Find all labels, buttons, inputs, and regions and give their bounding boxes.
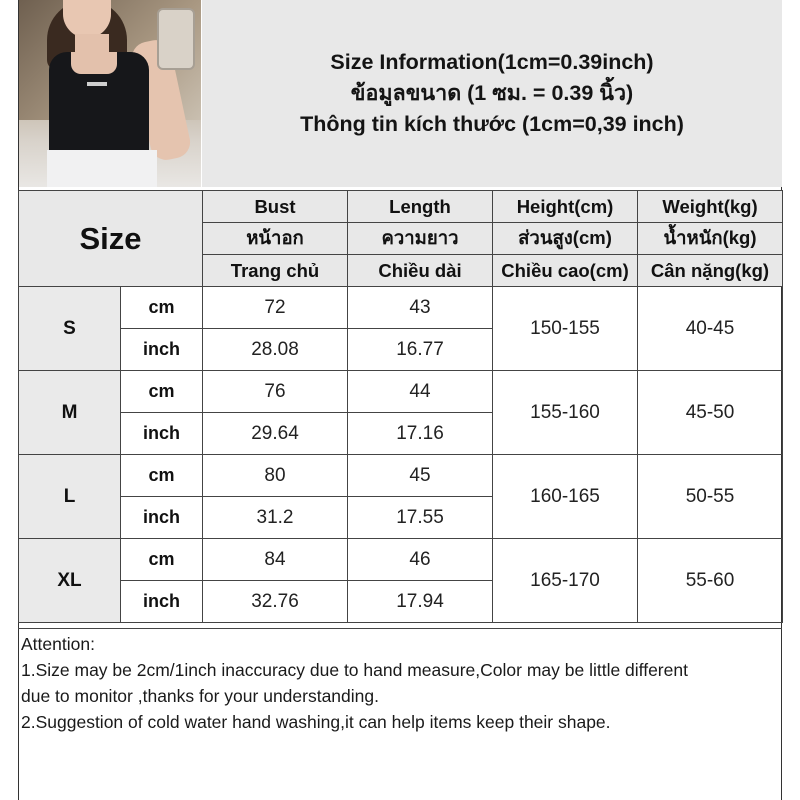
col-bust-vi: Trang chủ — [203, 255, 348, 287]
note-line: 1.Size may be 2cm/1inch inaccuracy due to hand measure,Color may be little different — [21, 660, 688, 680]
col-height-en: Height(cm) — [493, 191, 638, 223]
height-range: 155-160 — [493, 371, 638, 455]
unit-cm: cm — [121, 371, 203, 413]
table-row — [19, 371, 783, 413]
col-height-th: ส่วนสูง(cm) — [493, 223, 638, 255]
length-cm: 46 — [348, 539, 493, 581]
col-weight-en: Weight(kg) — [638, 191, 783, 223]
length-inch: 17.94 — [348, 581, 493, 623]
note-line: 2.Suggestion of cold water hand washing,it can help items keep their shape. — [21, 712, 611, 732]
unit-cm: cm — [121, 455, 203, 497]
notes-heading: Attention: — [21, 634, 95, 654]
length-inch: 17.16 — [348, 413, 493, 455]
product-photo — [19, 0, 201, 187]
bust-cm: 80 — [203, 455, 348, 497]
col-length-vi: Chiều dài — [348, 255, 493, 287]
unit-inch: inch — [121, 413, 203, 455]
col-length-en: Length — [348, 191, 493, 223]
bust-cm: 84 — [203, 539, 348, 581]
attention-notes — [18, 628, 782, 800]
unit-inch: inch — [121, 497, 203, 539]
unit-inch: inch — [121, 581, 203, 623]
unit-cm: cm — [121, 287, 203, 329]
size-info-title-panel — [202, 0, 782, 187]
title-english: Size Information(1cm=0.39inch) — [330, 50, 654, 74]
bust-inch: 29.64 — [203, 413, 348, 455]
header — [18, 0, 782, 190]
col-bust-en: Bust — [203, 191, 348, 223]
table-row — [19, 455, 783, 497]
weight-range: 45-50 — [638, 371, 783, 455]
bust-inch: 28.08 — [203, 329, 348, 371]
size-table — [18, 190, 783, 623]
bust-cm: 72 — [203, 287, 348, 329]
col-bust-th: หน้าอก — [203, 223, 348, 255]
height-range: 165-170 — [493, 539, 638, 623]
size-xl: XL — [19, 539, 121, 623]
length-inch: 17.55 — [348, 497, 493, 539]
weight-range: 55-60 — [638, 539, 783, 623]
table-row — [19, 539, 783, 581]
size-info-title — [202, 47, 782, 140]
bust-cm: 76 — [203, 371, 348, 413]
height-range: 150-155 — [493, 287, 638, 371]
bust-inch: 31.2 — [203, 497, 348, 539]
unit-inch: inch — [121, 329, 203, 371]
weight-range: 50-55 — [638, 455, 783, 539]
col-weight-th: น้ำหนัก(kg) — [638, 223, 783, 255]
size-header: Size — [19, 191, 203, 287]
length-cm: 44 — [348, 371, 493, 413]
length-inch: 16.77 — [348, 329, 493, 371]
weight-range: 40-45 — [638, 287, 783, 371]
col-height-vi: Chiều cao(cm) — [493, 255, 638, 287]
size-m: M — [19, 371, 121, 455]
size-l: L — [19, 455, 121, 539]
height-range: 160-165 — [493, 455, 638, 539]
size-s: S — [19, 287, 121, 371]
length-cm: 43 — [348, 287, 493, 329]
table-row — [19, 287, 783, 329]
col-length-th: ความยาว — [348, 223, 493, 255]
title-thai: ข้อมูลขนาด (1 ซม. = 0.39 นิ้ว) — [350, 81, 634, 105]
col-weight-vi: Cân nặng(kg) — [638, 255, 783, 287]
title-vietnamese: Thông tin kích thước (1cm=0,39 inch) — [300, 112, 684, 136]
note-line: due to monitor ,thanks for your understanding. — [21, 686, 379, 706]
unit-cm: cm — [121, 539, 203, 581]
bust-inch: 32.76 — [203, 581, 348, 623]
length-cm: 45 — [348, 455, 493, 497]
